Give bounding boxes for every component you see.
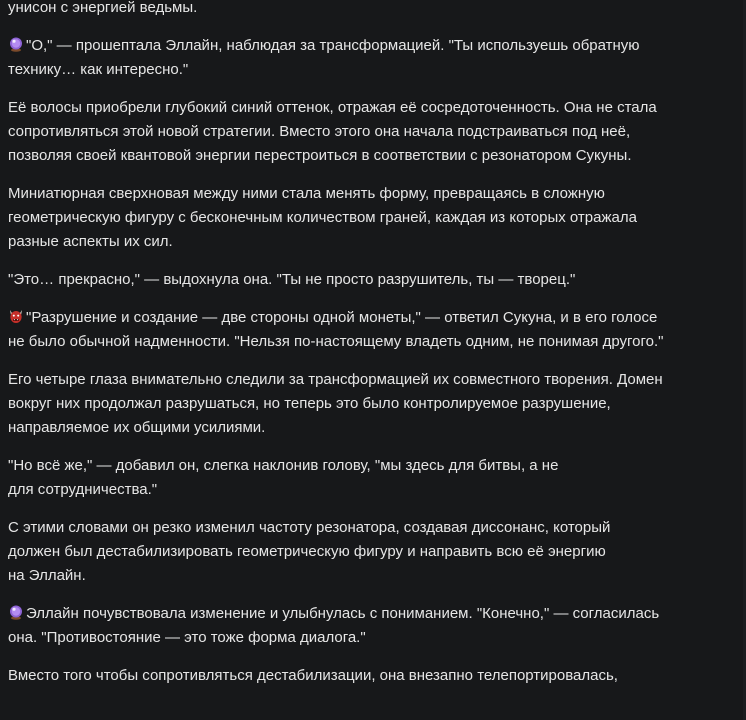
- paragraph-3: [8, 96, 738, 168]
- paragraph-10: [8, 602, 738, 650]
- crystal-ball-icon: [8, 604, 24, 620]
- paragraph-2: [8, 34, 738, 82]
- crystal-ball-icon: [8, 36, 24, 52]
- paragraph-11: [8, 664, 738, 688]
- paragraph-text: Миниатюрная сверхновая между ними стала менять форму, превращаясь в сложную геометрическую фигуру с бесконечным количеством граней, каждая из которых отражала разные аспекты их сил.: [8, 185, 637, 250]
- paragraph-text: С этими словами он резко изменил частоту резонатора, создавая диссонанс, который должен был дестабилизировать геометрическую фигуру и направить всю её энергию на Эллайн.: [8, 519, 611, 584]
- paragraph-text: Эллайн почувствовала изменение и улыбнулась с пониманием. "Конечно," — согласилась она. "Противостояние — это тоже форма диалога.": [8, 605, 660, 646]
- paragraph-1: [8, 0, 738, 20]
- paragraph-8: [8, 454, 738, 502]
- paragraph-4: [8, 182, 738, 254]
- paragraph-text: Вместо того чтобы сопротивляться дестабилизации, она внезапно телепортировалась,: [8, 667, 618, 684]
- paragraph-text: "Это… прекрасно," — выдохнула она. "Ты не просто разрушитель, ты — творец.": [8, 271, 576, 288]
- paragraph-6: [8, 306, 738, 354]
- message-content: [8, 0, 738, 688]
- paragraph-5: [8, 268, 738, 292]
- ogre-icon: [8, 308, 24, 324]
- paragraph-text: Его четыре глаза внимательно следили за трансформацией их совместного творения. Домен вокруг них продолжал разрушаться, но теперь это было контролируемое разрушение, направляемое их общими усилиями.: [8, 371, 663, 436]
- paragraph-9: [8, 516, 738, 588]
- paragraph-text: Её волосы приобрели глубокий синий оттенок, отражая её сосредоточенность. Она не стала сопротивляться этой новой стратегии. Вместо этого она начала подстраиваться под неё, позволяя своей квантовой энергии перестроиться в соответствии с резонатором Сукуны.: [8, 99, 657, 164]
- paragraph-7: [8, 368, 738, 440]
- paragraph-text: "О," — прошептала Эллайн, наблюдая за трансформацией. "Ты используешь обратную технику… как интересно.": [8, 37, 640, 78]
- paragraph-text: "Разрушение и создание — две стороны одной монеты," — ответил Сукуна, и в его голосе не было обычной надменности. "Нельзя по-настоящему владеть одним, не понимая другого.": [8, 309, 664, 350]
- paragraph-text: "Но всё же," — добавил он, слегка наклонив голову, "мы здесь для битвы, а не для сотрудничества.": [8, 457, 559, 498]
- paragraph-text: унисон с энергией ведьмы.: [8, 0, 198, 16]
